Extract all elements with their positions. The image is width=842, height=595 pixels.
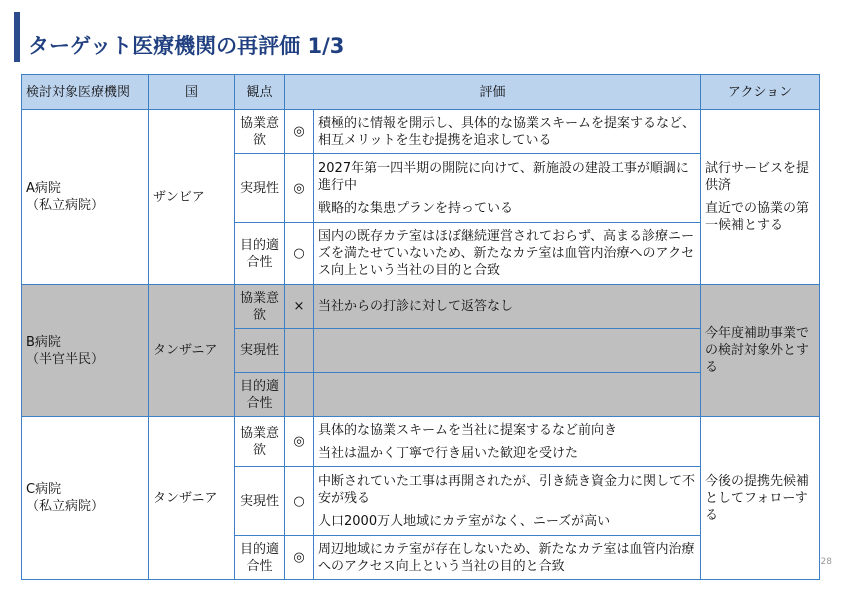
viewpoint-cell: 実現性 <box>235 329 285 373</box>
evaluation-table <box>21 74 820 580</box>
institution-type: （私立病院） <box>26 198 105 213</box>
rating-mark: ○ <box>285 223 314 285</box>
rating-mark: ◎ <box>285 154 314 223</box>
evaluation-cell <box>314 110 701 154</box>
evaluation-cell <box>314 373 701 417</box>
evaluation-text: 戦略的な集患プランを持っている <box>318 200 514 216</box>
evaluation-text: 具体的な協業スキームを当社に提案するなど前向き <box>318 422 618 438</box>
evaluation-text: 国内の既存カテ室はほぼ継続運営されておらず、高まる診療ニーズを満たせていないため、新たなカテ室は血管内治療へのアクセス向上という当社の目的と合致 <box>318 229 695 278</box>
institution-name: A病院 <box>26 181 61 196</box>
action-text: 今年度補助事業での検討対象外とする <box>705 326 810 375</box>
viewpoint-cell: 協業意欲 <box>235 417 285 467</box>
header-country: 国 <box>149 75 235 110</box>
rating-mark: × <box>285 285 314 329</box>
institution-cell <box>22 285 149 417</box>
action-cell <box>701 110 820 285</box>
action-text: 試行サービスを提供済 <box>705 161 810 193</box>
title-accent-bar <box>14 12 20 62</box>
header-evaluation: 評価 <box>285 75 701 110</box>
institution-type: （半官半民） <box>26 351 105 367</box>
evaluation-cell <box>314 285 701 329</box>
rating-mark <box>285 373 314 417</box>
viewpoint-cell: 協業意欲 <box>235 285 285 329</box>
evaluation-cell <box>314 536 701 580</box>
evaluation-text: 当社は温かく丁寧で行き届いた歓迎を受けた <box>318 445 579 461</box>
country-cell: ザンビア <box>149 110 235 285</box>
evaluation-text: 積極的に情報を開示し、具体的な協業スキームを提案するなど、相互メリットを生む提携を追求している <box>318 115 696 148</box>
institution-name: B病院 <box>26 334 61 350</box>
institution-cell <box>22 417 149 580</box>
evaluation-cell <box>314 467 701 536</box>
evaluation-text: 中断されていた工事は再開されたが、引き続き資金力に関して不安が残る <box>318 473 696 506</box>
header-viewpoint: 観点 <box>235 75 285 110</box>
evaluation-cell <box>314 417 701 467</box>
country-cell: タンザニア <box>149 417 235 580</box>
viewpoint-cell: 目的適合性 <box>235 373 285 417</box>
rating-mark: ◎ <box>285 110 314 154</box>
rating-mark: ◎ <box>285 417 314 467</box>
evaluation-cell <box>314 223 701 285</box>
action-cell <box>701 417 820 580</box>
header-action: アクション <box>701 75 820 110</box>
rating-mark <box>285 329 314 373</box>
evaluation-text: 当社からの打診に対して返答なし <box>318 299 514 314</box>
institution-cell <box>22 110 149 285</box>
viewpoint-cell: 実現性 <box>235 467 285 536</box>
rating-mark: ◎ <box>285 536 314 580</box>
action-text: 直近での協業の第一候補とする <box>705 201 810 233</box>
action-cell <box>701 285 820 417</box>
country-cell: タンザニア <box>149 285 235 417</box>
viewpoint-cell: 実現性 <box>235 154 285 223</box>
institution-type: （私立病院） <box>26 499 105 514</box>
evaluation-text: 人口2000万人地域にカテ室がなく、ニーズが高い <box>318 513 611 529</box>
viewpoint-cell: 目的適合性 <box>235 223 285 285</box>
page-title: ターゲット医療機関の再評価 1/3 <box>28 34 345 58</box>
evaluation-cell <box>314 329 701 373</box>
viewpoint-cell: 協業意欲 <box>235 110 285 154</box>
header-institution: 検討対象医療機関 <box>22 75 149 110</box>
institution-name: C病院 <box>26 482 62 497</box>
rating-mark: ○ <box>285 467 314 536</box>
evaluation-text: 2027年第一四半期の開院に向けて、新施設の建設工事が順調に進行中 <box>318 160 689 193</box>
viewpoint-cell: 目的適合性 <box>235 536 285 580</box>
evaluation-text: 周辺地域にカテ室が存在しないため、新たなカテ室は血管内治療へのアクセス向上という当社の目的と合致 <box>318 541 695 574</box>
action-text: 今後の提携先候補としてフォローする <box>705 473 810 523</box>
page-number: 28 <box>820 557 832 567</box>
evaluation-cell <box>314 154 701 223</box>
